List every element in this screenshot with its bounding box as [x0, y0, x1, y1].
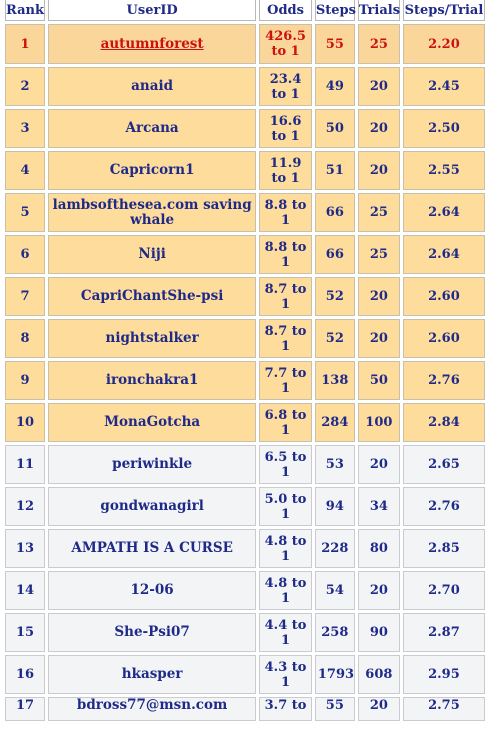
- table-row: [5, 655, 485, 694]
- userid-cell: [48, 529, 256, 568]
- odds-cell: 8.8 to 1: [259, 235, 312, 274]
- userid-text: gondwanagirl: [100, 498, 204, 514]
- table-row: [5, 361, 485, 400]
- steps-cell: 55: [315, 697, 355, 721]
- rank-cell: 8: [5, 319, 45, 358]
- trials-cell: 25: [358, 193, 400, 232]
- table-row: [5, 613, 485, 652]
- userid-text: nightstalker: [105, 330, 199, 346]
- userid-cell: [48, 24, 256, 64]
- trials-cell: 20: [358, 67, 400, 106]
- odds-cell: 426.5 to 1: [259, 24, 312, 64]
- userid-cell: [48, 67, 256, 106]
- odds-cell: 4.8 to 1: [259, 571, 312, 610]
- table-row: [5, 403, 485, 442]
- userid-cell: [48, 319, 256, 358]
- steps-per-trial-cell: 2.87: [403, 613, 485, 652]
- trials-cell: 20: [358, 445, 400, 484]
- trials-cell: 608: [358, 655, 400, 694]
- userid-text: AMPATH IS A CURSE: [71, 540, 233, 556]
- odds-cell: 4.3 to 1: [259, 655, 312, 694]
- column-header-steps-per-trial[interactable]: Steps/Trial: [403, 0, 485, 21]
- steps-per-trial-cell: 2.75: [403, 697, 485, 721]
- rank-cell: 16: [5, 655, 45, 694]
- trials-cell: 20: [358, 571, 400, 610]
- odds-cell: 23.4 to 1: [259, 67, 312, 106]
- table-row: [5, 193, 485, 232]
- trials-cell: 25: [358, 235, 400, 274]
- userid-text: CapriChantShe-psi: [80, 288, 224, 304]
- rank-cell: 9: [5, 361, 45, 400]
- userid-cell: [48, 655, 256, 694]
- table-row: [5, 67, 485, 106]
- steps-per-trial-cell: 2.84: [403, 403, 485, 442]
- userid-cell: [48, 445, 256, 484]
- table-body: [5, 24, 485, 721]
- userid-text: Niji: [138, 246, 166, 262]
- column-header-steps[interactable]: Steps: [315, 0, 355, 21]
- userid-text: 12-06: [130, 582, 174, 598]
- rank-cell: 12: [5, 487, 45, 526]
- rank-cell: 3: [5, 109, 45, 148]
- steps-cell: 66: [315, 193, 355, 232]
- steps-cell: 50: [315, 109, 355, 148]
- steps-cell: 54: [315, 571, 355, 610]
- steps-per-trial-cell: 2.95: [403, 655, 485, 694]
- userid-text: ironchakra1: [105, 372, 199, 388]
- steps-per-trial-cell: 2.64: [403, 193, 485, 232]
- steps-per-trial-cell: 2.65: [403, 445, 485, 484]
- column-header-odds[interactable]: Odds: [259, 0, 312, 21]
- table-row: [5, 235, 485, 274]
- steps-cell: 52: [315, 277, 355, 316]
- userid-cell: [48, 487, 256, 526]
- table-row: [5, 277, 485, 316]
- table-row: [5, 151, 485, 190]
- rank-cell: 11: [5, 445, 45, 484]
- odds-cell: 16.6 to 1: [259, 109, 312, 148]
- steps-cell: 94: [315, 487, 355, 526]
- rank-cell: 2: [5, 67, 45, 106]
- userid-text: MonaGotcha: [104, 414, 201, 430]
- trials-cell: 20: [358, 109, 400, 148]
- table-row: [5, 109, 485, 148]
- steps-per-trial-cell: 2.64: [403, 235, 485, 274]
- odds-cell: 6.8 to 1: [259, 403, 312, 442]
- trials-cell: 34: [358, 487, 400, 526]
- odds-cell: 7.7 to 1: [259, 361, 312, 400]
- userid-text: bdross77@msn.com: [76, 697, 228, 713]
- userid-cell: [48, 361, 256, 400]
- userid-cell: [48, 151, 256, 190]
- steps-cell: 228: [315, 529, 355, 568]
- odds-cell: 8.8 to 1: [259, 193, 312, 232]
- trials-cell: 25: [358, 24, 400, 64]
- userid-cell: [48, 277, 256, 316]
- steps-cell: 53: [315, 445, 355, 484]
- userid-text: lambsofthesea.com saving whale: [52, 196, 252, 228]
- steps-cell: 258: [315, 613, 355, 652]
- steps-per-trial-cell: 2.76: [403, 361, 485, 400]
- table-row: [5, 24, 485, 64]
- steps-per-trial-cell: 2.50: [403, 109, 485, 148]
- steps-cell: 55: [315, 24, 355, 64]
- table-row: [5, 571, 485, 610]
- steps-per-trial-cell: 2.76: [403, 487, 485, 526]
- leaderboard-table: [2, 0, 488, 724]
- column-header-trials[interactable]: Trials: [358, 0, 400, 21]
- odds-cell: 4.4 to 1: [259, 613, 312, 652]
- steps-per-trial-cell: 2.45: [403, 67, 485, 106]
- odds-cell: 11.9 to 1: [259, 151, 312, 190]
- table-row: [5, 487, 485, 526]
- steps-per-trial-cell: 2.85: [403, 529, 485, 568]
- userid-cell: [48, 571, 256, 610]
- userid-cell: [48, 109, 256, 148]
- trials-cell: 50: [358, 361, 400, 400]
- odds-cell: 8.7 to 1: [259, 319, 312, 358]
- trials-cell: 80: [358, 529, 400, 568]
- userid-cell: [48, 403, 256, 442]
- odds-cell: 3.7 to: [259, 697, 312, 721]
- table-row: [5, 319, 485, 358]
- table-row: [5, 697, 485, 721]
- userid-text: Arcana: [125, 120, 179, 136]
- userid-cell: [48, 613, 256, 652]
- odds-cell: 5.0 to 1: [259, 487, 312, 526]
- trials-cell: 20: [358, 697, 400, 721]
- rank-cell: 5: [5, 193, 45, 232]
- rank-cell: 6: [5, 235, 45, 274]
- table-row: [5, 445, 485, 484]
- userid-cell: [48, 235, 256, 274]
- odds-cell: 8.7 to 1: [259, 277, 312, 316]
- trials-cell: 20: [358, 151, 400, 190]
- column-header-userid[interactable]: UserID: [48, 0, 256, 21]
- trials-cell: 20: [358, 277, 400, 316]
- userid-text: hkasper: [121, 666, 183, 682]
- table-row: [5, 529, 485, 568]
- userid-text: She-Psi07: [114, 624, 190, 640]
- trials-cell: 90: [358, 613, 400, 652]
- column-header-rank[interactable]: Rank: [5, 0, 45, 21]
- odds-cell: 4.8 to 1: [259, 529, 312, 568]
- userid-cell: [48, 193, 256, 232]
- steps-cell: 66: [315, 235, 355, 274]
- rank-cell: 10: [5, 403, 45, 442]
- steps-cell: 49: [315, 67, 355, 106]
- userid-text: anaid: [131, 78, 174, 94]
- steps-cell: 138: [315, 361, 355, 400]
- userid-link[interactable]: autumnforest: [100, 35, 204, 52]
- rank-cell: 4: [5, 151, 45, 190]
- steps-per-trial-cell: 2.55: [403, 151, 485, 190]
- trials-cell: 100: [358, 403, 400, 442]
- steps-per-trial-cell: 2.60: [403, 319, 485, 358]
- steps-cell: 52: [315, 319, 355, 358]
- steps-cell: 1793: [315, 655, 355, 694]
- steps-per-trial-cell: 2.60: [403, 277, 485, 316]
- header-row: [5, 0, 485, 21]
- rank-cell: 7: [5, 277, 45, 316]
- rank-cell: 17: [5, 697, 45, 721]
- steps-per-trial-cell: 2.70: [403, 571, 485, 610]
- steps-cell: 51: [315, 151, 355, 190]
- userid-text: periwinkle: [112, 456, 193, 472]
- trials-cell: 20: [358, 319, 400, 358]
- steps-cell: 284: [315, 403, 355, 442]
- userid-cell: [48, 697, 256, 721]
- rank-cell: 13: [5, 529, 45, 568]
- rank-cell: 15: [5, 613, 45, 652]
- userid-text: Capricorn1: [109, 162, 195, 178]
- rank-cell: 1: [5, 24, 45, 64]
- steps-per-trial-cell: 2.20: [403, 24, 485, 64]
- rank-cell: 14: [5, 571, 45, 610]
- odds-cell: 6.5 to 1: [259, 445, 312, 484]
